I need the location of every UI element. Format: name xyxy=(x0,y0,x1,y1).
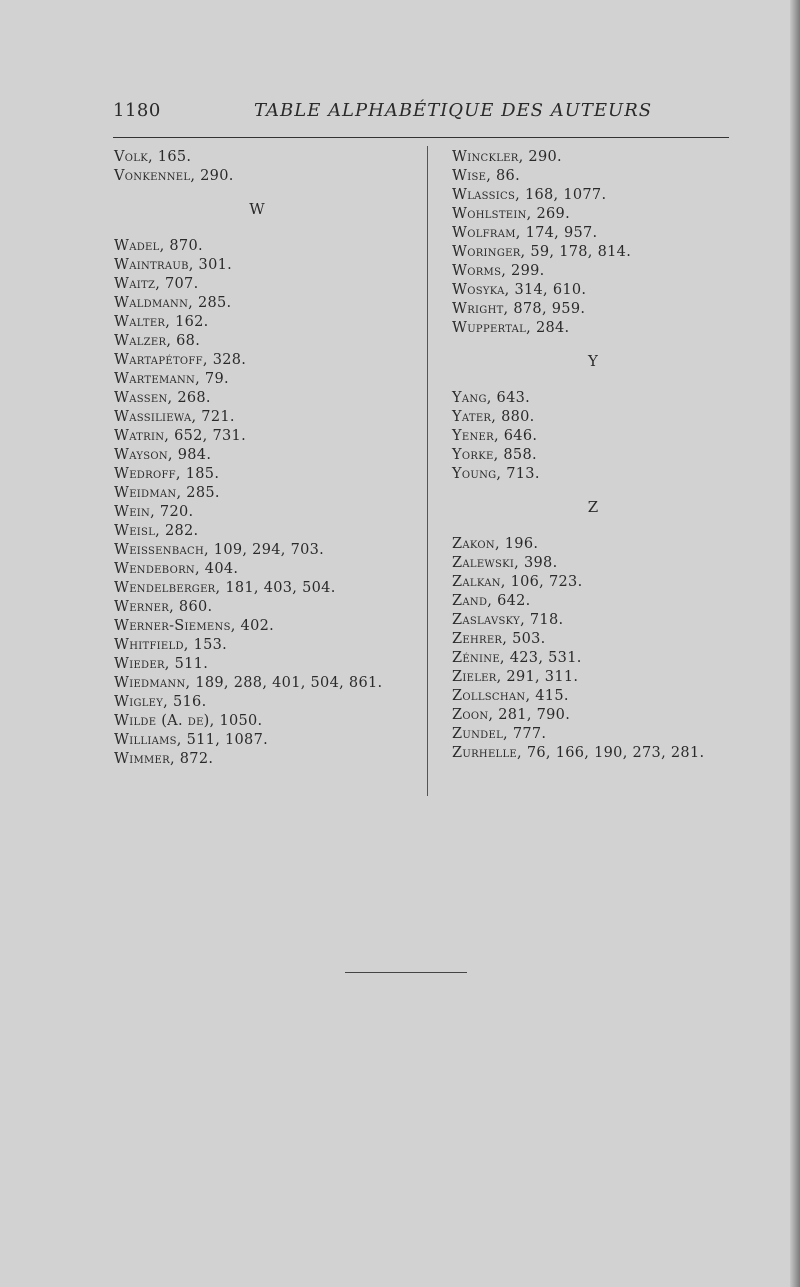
top-entry-list xyxy=(114,148,414,186)
index-entry: Zehrer, 503. xyxy=(452,631,546,647)
letter-heading-y: Y xyxy=(588,352,598,370)
index-entry: Weisl, 282. xyxy=(114,523,199,539)
index-entry: Werner, 860. xyxy=(114,599,213,615)
index-entry: Wigley, 516. xyxy=(114,694,207,710)
index-entry: Walter, 162. xyxy=(114,314,209,330)
index-entry: Wayson, 984. xyxy=(114,447,212,463)
y-entry-list xyxy=(452,389,742,484)
index-entry: Wartemann, 79. xyxy=(114,371,229,387)
index-entry: Wassiliewa, 721. xyxy=(114,409,235,425)
page-header xyxy=(113,100,729,126)
w-entry-list xyxy=(114,237,414,769)
index-entry: Wiedmann, 189, 288, 401, 504, 861. xyxy=(114,675,383,691)
index-entry: Zand, 642. xyxy=(452,593,531,609)
index-entry: Zoon, 281, 790. xyxy=(452,707,571,723)
page-edge-shadow xyxy=(790,0,800,1287)
index-entry: Wosyka, 314, 610. xyxy=(452,282,587,298)
index-entry: Whitfield, 153. xyxy=(114,637,228,653)
index-entry: Wise, 86. xyxy=(452,168,520,184)
index-entry: Wilde (A. de), 1050. xyxy=(114,713,263,729)
index-entry: Werner-Siemens, 402. xyxy=(114,618,275,634)
index-entry: Wein, 720. xyxy=(114,504,194,520)
index-entry: Zieler, 291, 311. xyxy=(452,669,579,685)
index-entry: Wartapétoff, 328. xyxy=(114,352,247,368)
index-entry: Waintraub, 301. xyxy=(114,257,233,273)
index-entry: Wendelberger, 181, 403, 504. xyxy=(114,580,336,596)
right-column xyxy=(452,148,742,763)
page-number: 1180 xyxy=(113,100,161,121)
index-entry: Wlassics, 168, 1077. xyxy=(452,187,607,203)
index-entry: Weidman, 285. xyxy=(114,485,220,501)
index-entry: Zundel, 777. xyxy=(452,726,547,742)
z-entry-list xyxy=(452,535,742,763)
index-entry: Wedroff, 185. xyxy=(114,466,220,482)
letter-heading-z: Z xyxy=(587,498,599,516)
index-entry: Young, 713. xyxy=(452,466,540,482)
index-entry: Zénine, 423, 531. xyxy=(452,650,582,666)
index-entry: Zurhelle, 76, 166, 190, 273, 281. xyxy=(452,745,705,761)
end-rule xyxy=(345,972,467,973)
index-entry: Yener, 646. xyxy=(452,428,538,444)
w-entry-list-continued xyxy=(452,148,742,338)
index-entry: Zalkan, 106, 723. xyxy=(452,574,583,590)
index-entry: Weissenbach, 109, 294, 703. xyxy=(114,542,325,558)
left-column xyxy=(114,148,414,769)
index-entry: Winckler, 290. xyxy=(452,149,562,165)
index-entry: Zaslavsky, 718. xyxy=(452,612,564,628)
index-entry: Waitz, 707. xyxy=(114,276,199,292)
index-entry: Volk, 165. xyxy=(114,149,192,165)
index-entry: Zollschan, 415. xyxy=(452,688,569,704)
index-entry: Zakon, 196. xyxy=(452,536,539,552)
letter-heading-w: W xyxy=(249,200,265,218)
index-entry: Worms, 299. xyxy=(452,263,545,279)
index-entry: Waldmann, 285. xyxy=(114,295,232,311)
header-rule xyxy=(113,137,729,138)
index-entry: Wadel, 870. xyxy=(114,238,203,254)
index-entry: Watrin, 652, 731. xyxy=(114,428,246,444)
index-entry: Wendeborn, 404. xyxy=(114,561,239,577)
index-entry: Wohlstein, 269. xyxy=(452,206,570,222)
index-entry: Woringer, 59, 178, 814. xyxy=(452,244,632,260)
index-entry: Walzer, 68. xyxy=(114,333,201,349)
index-entry: Wright, 878, 959. xyxy=(452,301,586,317)
index-entry: Yater, 880. xyxy=(452,409,535,425)
index-entry: Wolfram, 174, 957. xyxy=(452,225,598,241)
index-entry: Wuppertal, 284. xyxy=(452,320,570,336)
index-entry: Williams, 511, 1087. xyxy=(114,732,269,748)
index-entry: Yang, 643. xyxy=(452,390,531,406)
index-entry: Vonkennel, 290. xyxy=(114,168,234,184)
index-entry: Wassen, 268. xyxy=(114,390,211,406)
running-title: TABLE ALPHABÉTIQUE DES AUTEURS xyxy=(254,100,653,121)
index-entry: Wimmer, 872. xyxy=(114,751,214,767)
index-entry: Wieder, 511. xyxy=(114,656,209,672)
index-entry: Zalewski, 398. xyxy=(452,555,558,571)
index-entry: Yorke, 858. xyxy=(452,447,537,463)
column-divider xyxy=(427,146,428,796)
